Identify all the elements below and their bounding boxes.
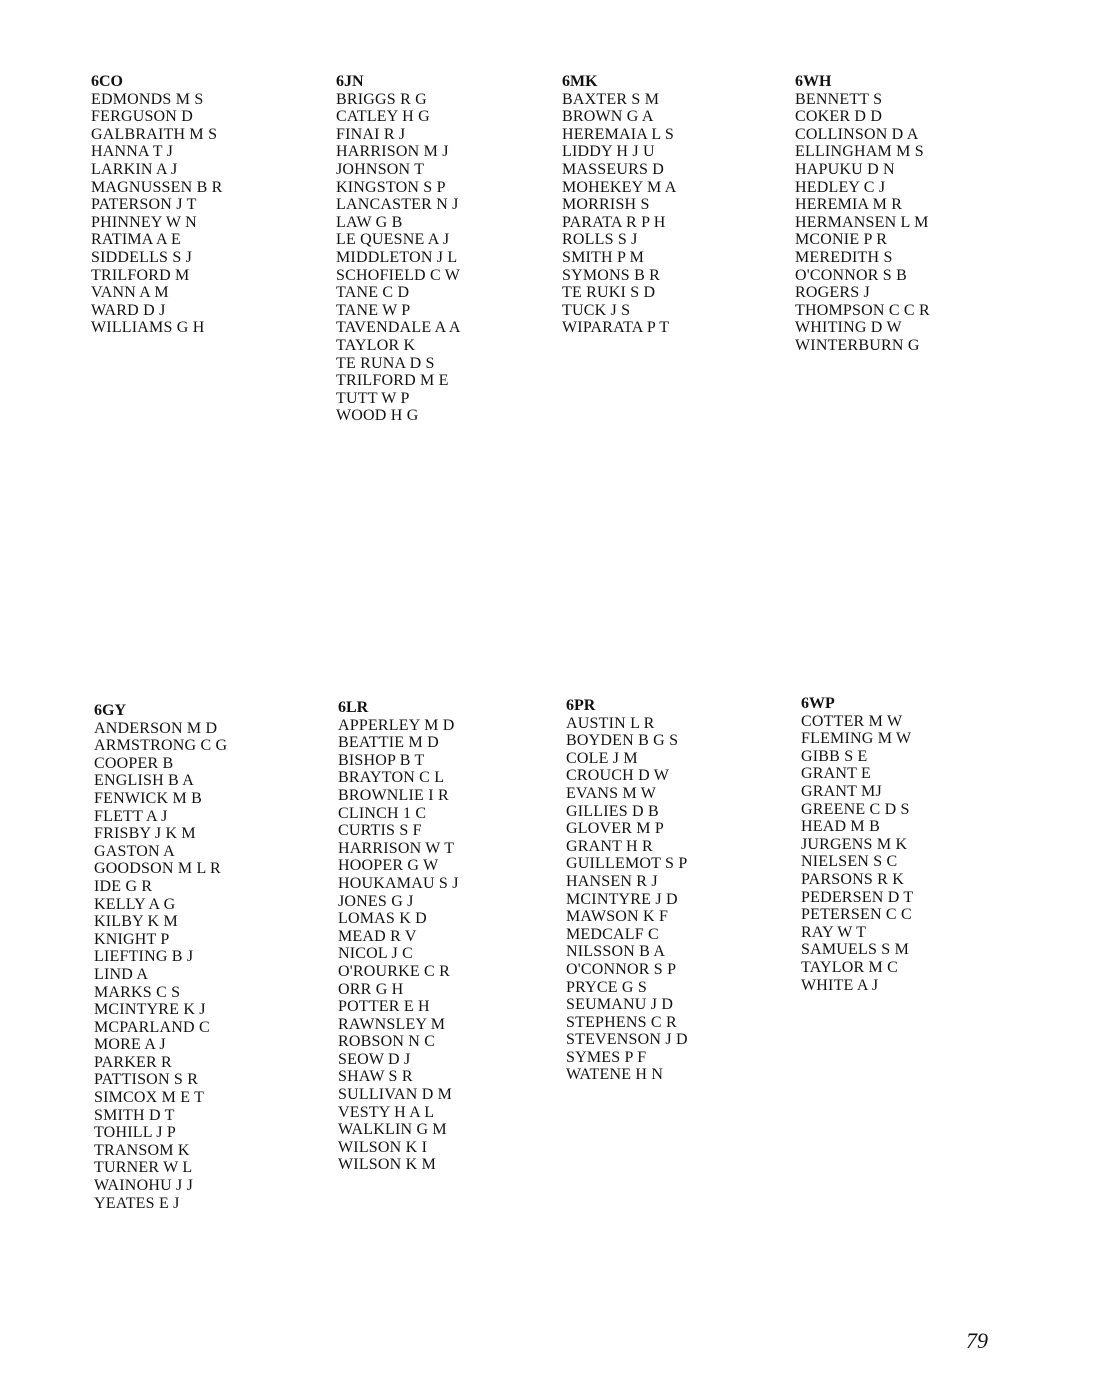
name-entry: COLLINSON D A	[795, 125, 919, 143]
name-entry: HARRISON M J	[336, 143, 449, 161]
name-list	[338, 717, 568, 1174]
name-entry: GIBB S E	[801, 747, 868, 765]
name-entry: MEREDITH S	[795, 248, 893, 266]
name-entry: MORRISH S	[562, 196, 650, 214]
name-entry: HAPUKU D N	[795, 160, 895, 178]
name-entry: COLE J M	[566, 749, 638, 767]
name-entry: SEOW D J	[338, 1050, 411, 1068]
name-entry: APPERLEY M D	[338, 716, 455, 734]
page-number: 79	[966, 1328, 988, 1353]
name-entry: PARKER R	[94, 1053, 172, 1071]
name-entry: HARRISON W T	[338, 839, 455, 857]
name-list	[801, 713, 1031, 995]
name-entry: WALKLIN G M	[338, 1121, 447, 1139]
group-column-6lr	[338, 699, 568, 1174]
name-entry: VESTY H A L	[338, 1103, 435, 1121]
name-entry: BRIGGS R G	[336, 90, 427, 108]
name-entry: MORE A J	[94, 1036, 166, 1054]
name-entry: LOMAS K D	[338, 910, 427, 928]
name-entry: LANCASTER N J	[336, 196, 459, 214]
name-entry: COKER D D	[795, 108, 883, 126]
name-entry: ELLINGHAM M S	[795, 143, 924, 161]
name-entry: ROGERS J	[795, 284, 870, 302]
name-entry: MIDDLETON J L	[336, 248, 458, 266]
group-column-6co	[91, 73, 321, 337]
name-entry: TANE C D	[336, 284, 410, 302]
name-entry: LIND A	[94, 965, 149, 983]
name-entry: JONES G J	[338, 892, 414, 910]
name-entry: NIELSEN S C	[801, 853, 898, 871]
name-entry: WATENE H N	[566, 1066, 664, 1084]
name-entry: SYMES P F	[566, 1048, 647, 1066]
group-column-6mk	[562, 73, 792, 337]
name-entry: GUILLEMOT S P	[566, 855, 688, 873]
name-entry: SEUMANU J D	[566, 996, 674, 1014]
name-entry: LARKIN A J	[91, 160, 178, 178]
name-entry: THOMPSON C C R	[795, 301, 930, 319]
name-entry: KNIGHT P	[94, 930, 170, 948]
name-list	[566, 715, 796, 1084]
name-entry: ORR G H	[338, 980, 404, 998]
name-entry: LE QUESNE A J	[336, 231, 450, 249]
group-heading: 6WP	[801, 695, 835, 712]
name-entry: CATLEY H G	[336, 108, 430, 126]
name-entry: PATERSON J T	[91, 196, 197, 214]
name-entry: MASSEURS D	[562, 160, 665, 178]
name-entry: GASTON A	[94, 842, 175, 860]
name-entry: TUCK J S	[562, 301, 631, 319]
name-entry: COOPER B	[94, 754, 174, 772]
name-entry: BROWN G A	[562, 108, 654, 126]
name-entry: HOOPER G W	[338, 857, 439, 875]
name-entry: SYMONS B R	[562, 266, 661, 284]
name-entry: ARMSTRONG C G	[94, 737, 228, 755]
name-entry: KELLY A G	[94, 895, 176, 913]
name-entry: BENNETT S	[795, 90, 883, 108]
group-heading: 6CO	[91, 73, 123, 90]
name-entry: ROLLS S J	[562, 231, 638, 249]
name-entry: VANN A M	[91, 284, 169, 302]
name-entry: JOHNSON T	[336, 160, 425, 178]
name-entry: BOYDEN B G S	[566, 732, 679, 750]
name-entry: MAWSON K F	[566, 908, 669, 926]
name-entry: WHITE A J	[801, 976, 879, 994]
name-entry: SCHOFIELD C W	[336, 266, 461, 284]
name-entry: HOUKAMAU S J	[338, 874, 459, 892]
name-entry: NICOL J C	[338, 945, 413, 963]
name-entry: PRYCE G S	[566, 978, 647, 996]
name-entry: BRAYTON C L	[338, 769, 445, 787]
name-entry: WILSON K I	[338, 1138, 428, 1156]
name-entry: GILLIES D B	[566, 802, 659, 820]
name-entry: O'ROURKE C R	[338, 962, 450, 980]
name-entry: WARD D J	[91, 301, 166, 319]
name-entry: WILLIAMS G H	[91, 319, 205, 337]
name-list	[795, 91, 1025, 355]
group-heading: 6GY	[94, 702, 126, 719]
name-entry: POTTER E H	[338, 998, 430, 1016]
name-entry: FRISBY J K M	[94, 825, 196, 843]
name-entry: TAYLOR M C	[801, 958, 899, 976]
name-entry: GRANT H R	[566, 837, 653, 855]
name-entry: RAWNSLEY M	[338, 1015, 446, 1033]
name-entry: MOHEKEY M A	[562, 178, 677, 196]
name-entry: WINTERBURN G	[795, 336, 920, 354]
name-entry: WAINOHU J J	[94, 1177, 194, 1195]
name-entry: SMITH D T	[94, 1106, 175, 1124]
name-entry: SIDDELLS S J	[91, 248, 193, 266]
group-column-6pr	[566, 697, 796, 1084]
name-entry: WIPARATA P T	[562, 319, 670, 337]
name-entry: HEAD M B	[801, 818, 880, 836]
name-entry: HEREMIA M R	[795, 196, 903, 214]
name-entry: STEVENSON J D	[566, 1031, 688, 1049]
group-heading: 6PR	[566, 697, 596, 714]
name-entry: RATIMA A E	[91, 231, 182, 249]
name-entry: HANSEN R J	[566, 872, 658, 890]
name-entry: GALBRAITH M S	[91, 125, 218, 143]
name-entry: TUTT W P	[336, 389, 410, 407]
name-entry: EVANS M W	[566, 784, 657, 802]
name-entry: PHINNEY W N	[91, 213, 197, 231]
name-entry: KINGSTON S P	[336, 178, 446, 196]
name-entry: LIEFTING B J	[94, 948, 194, 966]
name-entry: YEATES E J	[94, 1194, 180, 1212]
name-entry: STEPHENS C R	[566, 1013, 677, 1031]
name-entry: TOHILL J P	[94, 1124, 176, 1142]
name-list	[336, 91, 566, 425]
name-entry: TANE W P	[336, 301, 411, 319]
name-entry: BISHOP B T	[338, 751, 425, 769]
name-entry: SHAW S R	[338, 1068, 413, 1086]
group-heading: 6MK	[562, 73, 598, 90]
name-entry: ENGLISH B A	[94, 772, 194, 790]
name-entry: HERMANSEN L M	[795, 213, 929, 231]
name-entry: LAW G B	[336, 213, 403, 231]
group-column-6wp	[801, 695, 1031, 994]
name-entry: TE RUNA D S	[336, 354, 435, 372]
name-entry: MAGNUSSEN B R	[91, 178, 223, 196]
name-entry: MEAD R V	[338, 927, 417, 945]
name-entry: MCINTYRE J D	[566, 890, 678, 908]
name-entry: SAMUELS S M	[801, 941, 910, 959]
name-entry: FINAI R J	[336, 125, 406, 143]
name-entry: WHITING D W	[795, 319, 902, 337]
name-entry: JURGENS M K	[801, 835, 908, 853]
name-entry: ANDERSON M D	[94, 719, 218, 737]
name-entry: ROBSON N C	[338, 1033, 436, 1051]
name-entry: IDE G R	[94, 877, 153, 895]
name-entry: KILBY K M	[94, 913, 178, 931]
name-entry: PEDERSEN D T	[801, 888, 914, 906]
name-list	[562, 91, 792, 337]
name-entry: MEDCALF C	[566, 925, 659, 943]
name-entry: MCPARLAND C	[94, 1018, 210, 1036]
name-entry: SIMCOX M E T	[94, 1089, 205, 1107]
name-entry: GRANT E	[801, 765, 871, 783]
name-entry: BEATTIE M D	[338, 734, 439, 752]
group-heading: 6LR	[338, 699, 369, 716]
name-entry: GRANT MJ	[801, 782, 882, 800]
group-column-6wh	[795, 73, 1025, 355]
name-entry: LIDDY H J U	[562, 143, 655, 161]
name-entry: FLETT A J	[94, 807, 168, 825]
group-column-6jn	[336, 73, 566, 425]
name-entry: GREENE C D S	[801, 800, 910, 818]
name-entry: SULLIVAN D M	[338, 1086, 453, 1104]
name-entry: FENWICK M B	[94, 789, 202, 807]
name-entry: AUSTIN L R	[566, 714, 655, 732]
name-entry: WOOD H G	[336, 407, 419, 425]
name-entry: SMITH P M	[562, 248, 645, 266]
name-entry: HANNA T J	[91, 143, 174, 161]
name-entry: CURTIS S F	[338, 822, 422, 840]
name-entry: GLOVER M P	[566, 820, 665, 838]
name-entry: COTTER M W	[801, 712, 903, 730]
name-entry: TAVENDALE A A	[336, 319, 461, 337]
name-entry: FLEMING M W	[801, 730, 912, 748]
group-heading: 6JN	[336, 73, 364, 90]
name-entry: TRANSOM K	[94, 1141, 190, 1159]
name-entry: TURNER W L	[94, 1159, 193, 1177]
name-list	[91, 91, 321, 337]
name-entry: PATTISON S R	[94, 1071, 199, 1089]
name-entry: MARKS C S	[94, 983, 181, 1001]
name-entry: EDMONDS M S	[91, 90, 204, 108]
group-heading: 6WH	[795, 73, 832, 90]
name-entry: CLINCH 1 C	[338, 804, 427, 822]
group-column-6gy	[94, 702, 324, 1212]
name-entry: BAXTER S M	[562, 90, 660, 108]
name-list	[94, 720, 324, 1213]
name-entry: TRILFORD M	[91, 266, 190, 284]
name-entry: TE RUKI S D	[562, 284, 656, 302]
name-entry: O'CONNOR S B	[795, 266, 907, 284]
name-entry: BROWNLIE I R	[338, 786, 449, 804]
name-entry: PARATA R P H	[562, 213, 666, 231]
name-entry: WILSON K M	[338, 1156, 436, 1174]
name-entry: NILSSON B A	[566, 943, 666, 961]
name-entry: RAY W T	[801, 923, 867, 941]
name-entry: TAYLOR K	[336, 336, 416, 354]
name-entry: CROUCH D W	[566, 767, 670, 785]
name-entry: FERGUSON D	[91, 108, 194, 126]
name-entry: PETERSEN C C	[801, 906, 912, 924]
name-entry: PARSONS R K	[801, 870, 904, 888]
name-entry: TRILFORD M E	[336, 372, 449, 390]
name-entry: HEREMAIA L S	[562, 125, 675, 143]
name-entry: MCONIE P R	[795, 231, 888, 249]
name-entry: HEDLEY C J	[795, 178, 886, 196]
name-entry: GOODSON M L R	[94, 860, 221, 878]
name-entry: O'CONNOR S P	[566, 960, 677, 978]
name-entry: MCINTYRE K J	[94, 1001, 206, 1019]
